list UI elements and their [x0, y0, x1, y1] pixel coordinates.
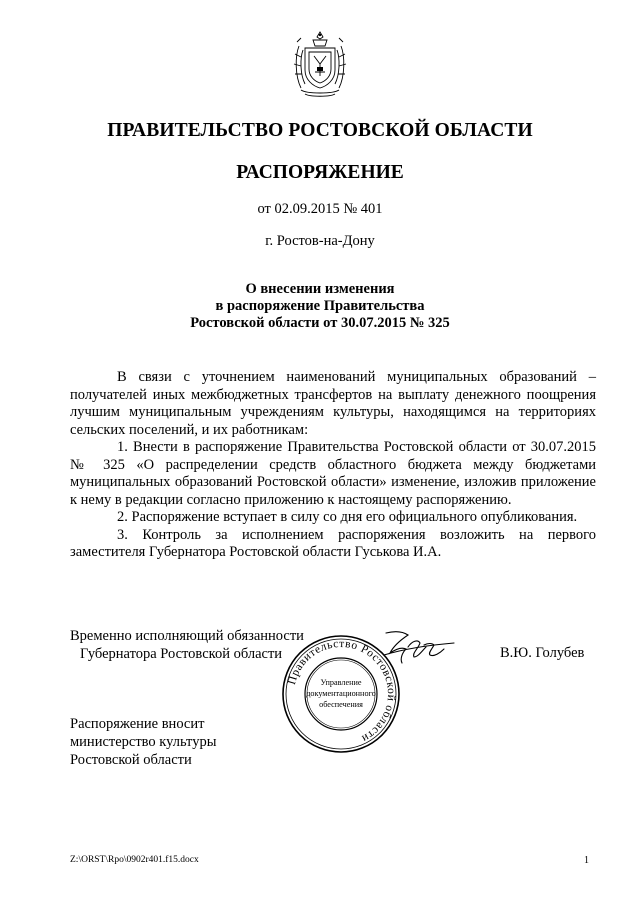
page-number: 1: [584, 855, 589, 866]
date-and-number: от 02.09.2015 № 401: [257, 201, 383, 217]
item-2-paragraph: 2. Распоряжение вступает в силу со дня его официального опубликования.: [117, 509, 578, 525]
signatory-name: В.Ю. Голубев: [500, 645, 585, 661]
stamp-ring-text: Правительство Ростовской области: [285, 637, 398, 745]
document-subject: [0, 281, 640, 332]
position-line: Губернатора Ростовской области: [80, 646, 283, 662]
stamp-center-line: Управление: [320, 678, 362, 687]
official-seal-stamp: [280, 633, 402, 755]
submitter-line: Распоряжение вносит: [70, 716, 205, 732]
item-3-paragraph: 3. Контроль за исполнением распоряжения возложить на первого заместителя Губернатора Ростовской области Гуськова И.А.: [70, 526, 596, 560]
organization-title: ПРАВИТЕЛЬСТВО РОСТОВСКОЙ ОБЛАСТИ: [107, 120, 533, 141]
stamp-center-line: документационного: [306, 689, 376, 698]
footer-file-path: Z:\ORST\Rpo\0902r401.f15.docx: [70, 855, 199, 865]
signatory-position: [70, 627, 304, 663]
preamble-paragraph: В связи с уточнением наименований муниципальных образований – получателей иных межбюджетных трансфертов на выплату денежного поощрения лучшим муниципальным учреждениям культуры, находящимся на территориях сельских поселений, и их работникам:: [70, 369, 596, 438]
submitter-line: министерство культуры: [70, 734, 217, 750]
document-body: [70, 369, 596, 562]
document-type-title: РАСПОРЯЖЕНИЕ: [236, 162, 404, 183]
position-line: Временно исполняющий обязанности: [70, 628, 304, 644]
subject-line: О внесении изменения: [245, 281, 395, 297]
submitter-block: [70, 715, 216, 769]
submitter-line: Ростовской области: [70, 752, 192, 768]
stamp-center-line: обеспечения: [319, 700, 363, 709]
subject-line: Ростовской области от 30.07.2015 № 325: [190, 315, 450, 331]
subject-line: в распоряжение Правительства: [215, 298, 425, 314]
coat-of-arms-emblem: [291, 30, 349, 100]
city-line: г. Ростов-на-Дону: [265, 233, 375, 249]
item-1-paragraph: 1. Внести в распоряжение Правительства Ростовской области от 30.07.2015 № 325 «О распределении средств областного бюджета между бюджетами муниципальных образований Ростовской области» изменение, изложив приложение к нему в редакции согласно приложению к настоящему распоряжению.: [70, 439, 596, 508]
